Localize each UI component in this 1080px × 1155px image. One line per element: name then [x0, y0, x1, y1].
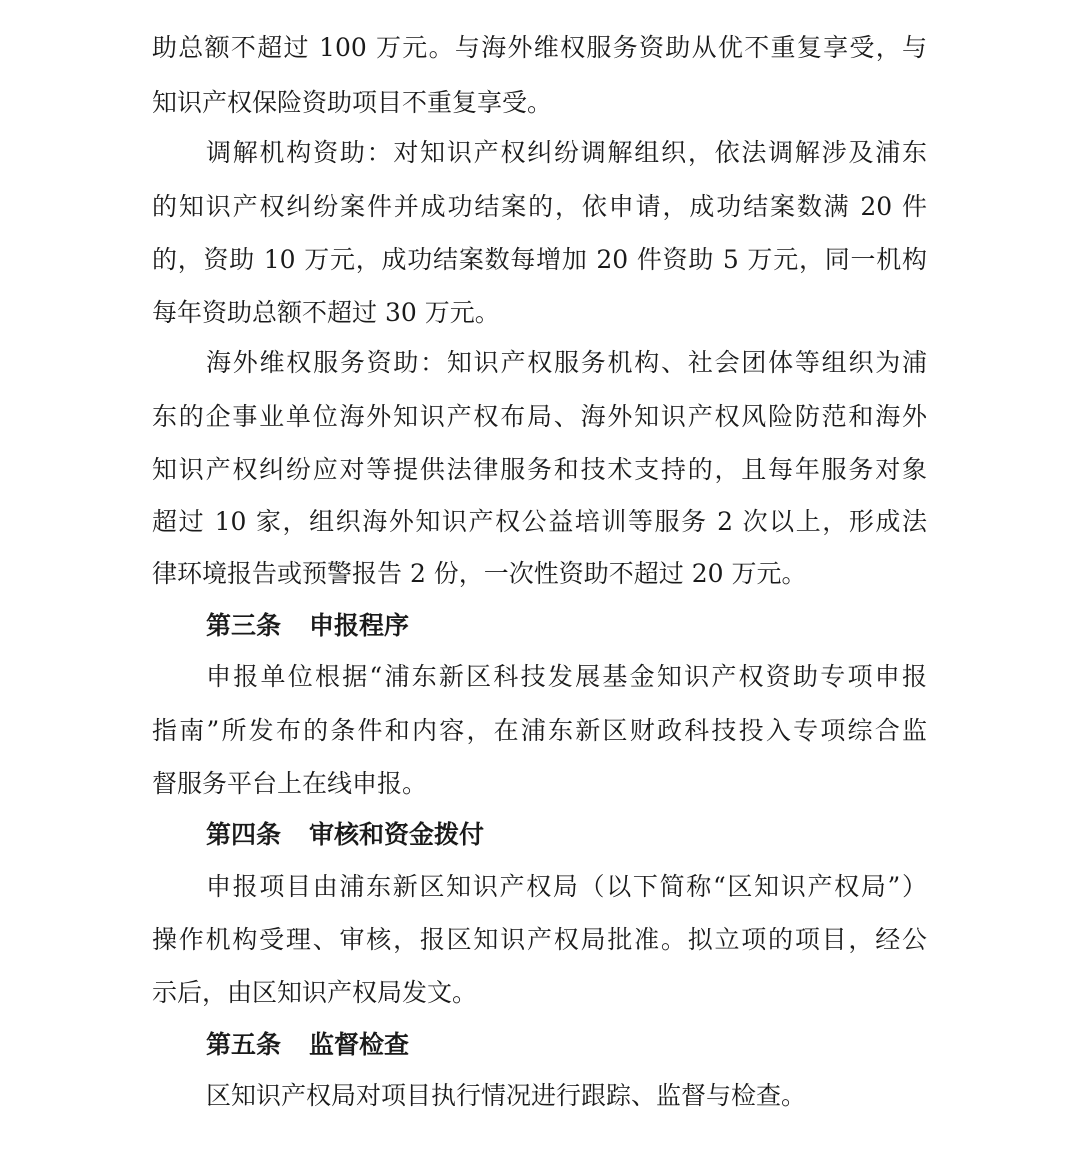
article-title: 监督检查 — [309, 1030, 410, 1059]
paragraph-line: 助总额不超过 100 万元。与海外维权服务资助从优不重复享受，与 — [152, 33, 927, 62]
article-heading — [206, 611, 409, 641]
article-title: 审核和资金拨付 — [309, 820, 485, 849]
article-title: 申报程序 — [309, 611, 410, 640]
paragraph-line: 区知识产权局对项目执行情况进行跟踪、监督与检查。 — [206, 1081, 807, 1110]
paragraph-line: 操作机构受理、审核，报区知识产权局批准。拟立项的项目，经公 — [152, 925, 927, 954]
paragraph-line: 海外维权服务资助：知识产权服务机构、社会团体等组织为浦 — [206, 348, 927, 377]
paragraph-line: 指南”所发布的条件和内容，在浦东新区财政科技投入专项综合监 — [152, 716, 927, 745]
paragraph-line: 超过 10 家，组织海外知识产权公益培训等服务 2 次以上，形成法 — [152, 507, 927, 536]
article-heading — [206, 820, 484, 850]
article-number: 第五条 — [206, 1030, 282, 1059]
article-number: 第三条 — [206, 611, 282, 640]
paragraph-line: 东的企事业单位海外知识产权布局、海外知识产权风险防范和海外 — [152, 402, 927, 431]
paragraph-line: 的，资助 10 万元，成功结案数每增加 20 件资助 5 万元，同一机构 — [152, 245, 927, 274]
paragraph-line: 知识产权纠纷应对等提供法律服务和技术支持的，且每年服务对象 — [152, 455, 927, 484]
paragraph-line: 律环境报告或预警报告 2 份，一次性资助不超过 20 万元。 — [152, 559, 807, 588]
paragraph-line: 申报单位根据“浦东新区科技发展基金知识产权资助专项申报 — [206, 662, 927, 691]
paragraph-line: 每年资助总额不超过 30 万元。 — [152, 298, 500, 327]
paragraph-line: 申报项目由浦东新区知识产权局（以下简称“区知识产权局”） — [206, 872, 927, 901]
paragraph-line: 调解机构资助：对知识产权纠纷调解组织，依法调解涉及浦东 — [206, 138, 927, 167]
paragraph-line: 督服务平台上在线申报。 — [152, 769, 428, 798]
article-number: 第四条 — [206, 820, 282, 849]
paragraph-line: 示后，由区知识产权局发文。 — [152, 978, 478, 1007]
paragraph-line: 的知识产权纠纷案件并成功结案的，依申请，成功结案数满 20 件 — [152, 192, 927, 221]
paragraph-line: 知识产权保险资助项目不重复享受。 — [152, 88, 553, 117]
article-heading — [206, 1030, 409, 1060]
